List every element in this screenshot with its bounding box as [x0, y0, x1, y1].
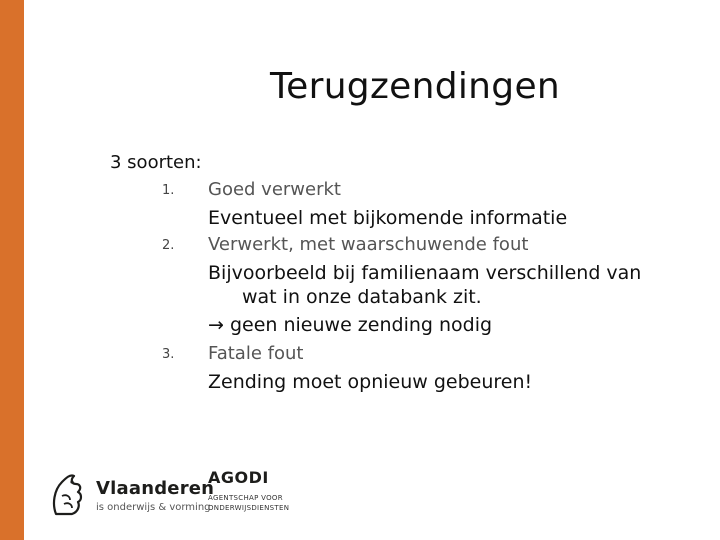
item-detail-text: geen nieuwe zending nodig: [229, 314, 493, 336]
list-item-3: [110, 343, 690, 394]
footer-logos: [48, 464, 348, 524]
list-item-1: [110, 179, 690, 230]
slide-content: [110, 152, 690, 394]
item-label: Verwerkt, met waarschuwende fout: [208, 234, 529, 255]
accent-side-bar: [0, 0, 24, 540]
item-detail-line: wat in onze databank zit.: [242, 286, 482, 308]
agodi-wordmark: AGODI: [208, 468, 269, 487]
vlaanderen-lion-logo: [48, 470, 88, 518]
slide-title: Terugzendingen: [269, 66, 561, 107]
vlaanderen-tagline: is onderwijs & vorming: [96, 502, 211, 513]
item-detail: [208, 261, 690, 337]
agodi-subtitle-line: AGENTSCHAP VOOR: [208, 494, 283, 502]
agodi-subtitle-line: ONDERWIJSDIENSTEN: [208, 504, 290, 512]
agodi-logo: [208, 468, 348, 513]
item-label: Fatale fout: [208, 343, 304, 364]
arrow-right-icon: →: [208, 314, 224, 336]
vlaanderen-wordmark: Vlaanderen: [96, 478, 215, 499]
item-number: 2.: [162, 238, 175, 253]
item-detail: Zending moet opnieuw gebeuren!: [208, 371, 533, 393]
item-detail-line: [208, 313, 690, 337]
item-label: Goed verwerkt: [208, 179, 341, 200]
item-detail: Eventueel met bijkomende informatie: [208, 207, 568, 229]
item-detail-line: Bijvoorbeeld bij familienaam verschillend van: [208, 262, 642, 284]
agodi-subtitle: [208, 493, 348, 513]
item-number: 3.: [162, 347, 175, 362]
list-item-2: [110, 234, 690, 337]
item-number: 1.: [162, 183, 175, 198]
intro-text: 3 soorten:: [110, 152, 202, 173]
